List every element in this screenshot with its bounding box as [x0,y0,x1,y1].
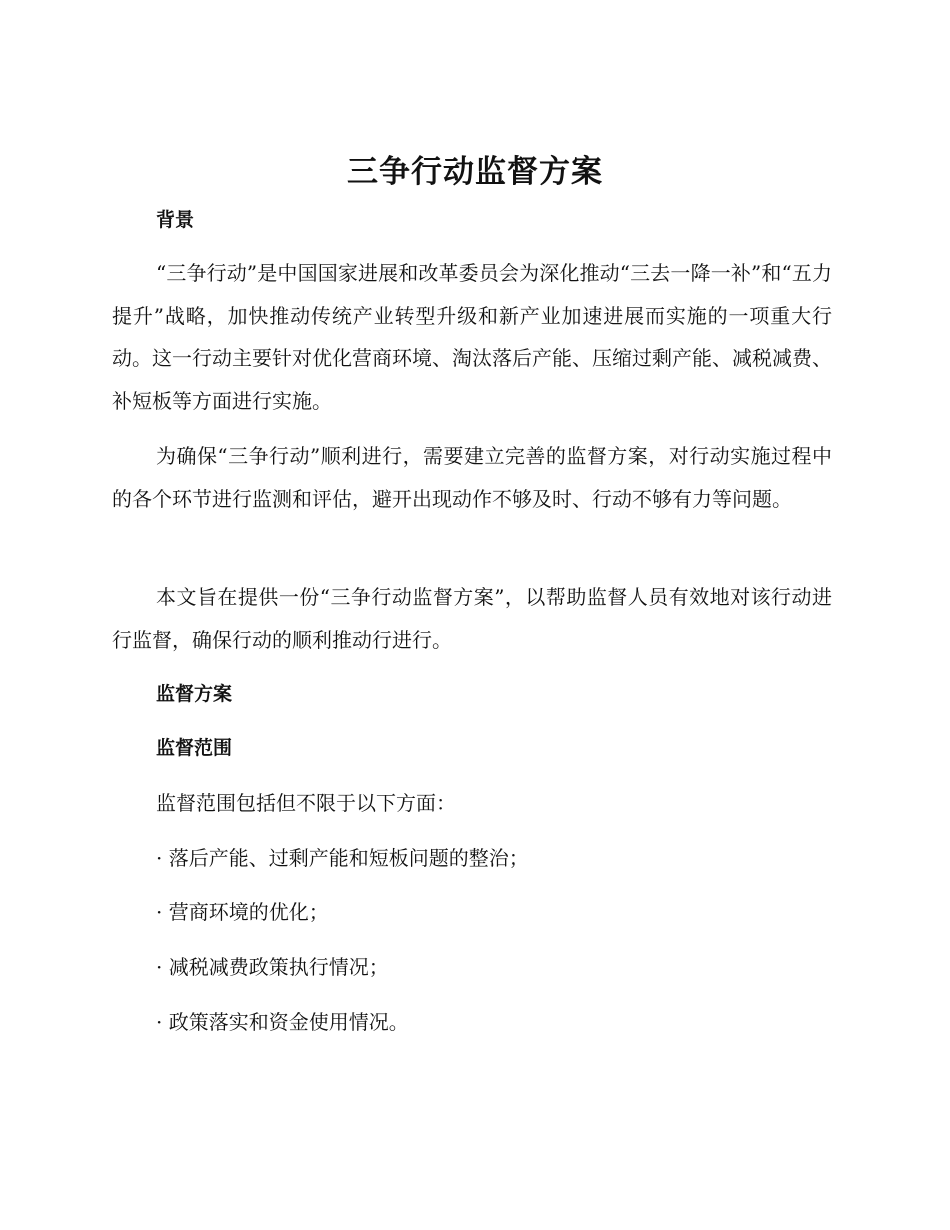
scope-item: · 减税减费政策执行情况； [156,955,389,979]
scope-item: · 落后产能、过剩产能和短板问题的整治； [156,846,529,870]
paragraph-background-1: “三争行动”是中国国家进展和改革委员会为深化推动“三去一降一补”和“五力提升”战略，加快推动传统产业转型升级和新产业加速进展而实施的一项重大行动。这一行动主要针对优化营商环境、淘汰落后产能、压缩过剩产能、减税减费、补短板等方面进行实施。 [112,261,832,413]
heading-scope: 监督范围 [156,737,233,759]
heading-background: 背景 [156,209,195,231]
scope-item: · 营商环境的优化； [156,900,329,924]
scope-intro: 监督范围包括但不限于以下方面： [156,791,456,815]
document-title: 三争行动监督方案 [347,154,603,190]
heading-plan: 监督方案 [156,683,233,705]
paragraph-background-2: 为确保“三争行动”顺利进行，需要建立完善的监督方案，对行动实施过程中的各个环节进行监测和评估，避开出现动作不够及时、行动不够有力等问题。 [112,444,832,511]
paragraph-background-3: 本文旨在提供一份“三争行动监督方案”，以帮助监督人员有效地对该行动进行监督，确保行动的顺利推动行进行。 [112,585,832,652]
scope-item: · 政策落实和资金使用情况。 [156,1010,409,1034]
